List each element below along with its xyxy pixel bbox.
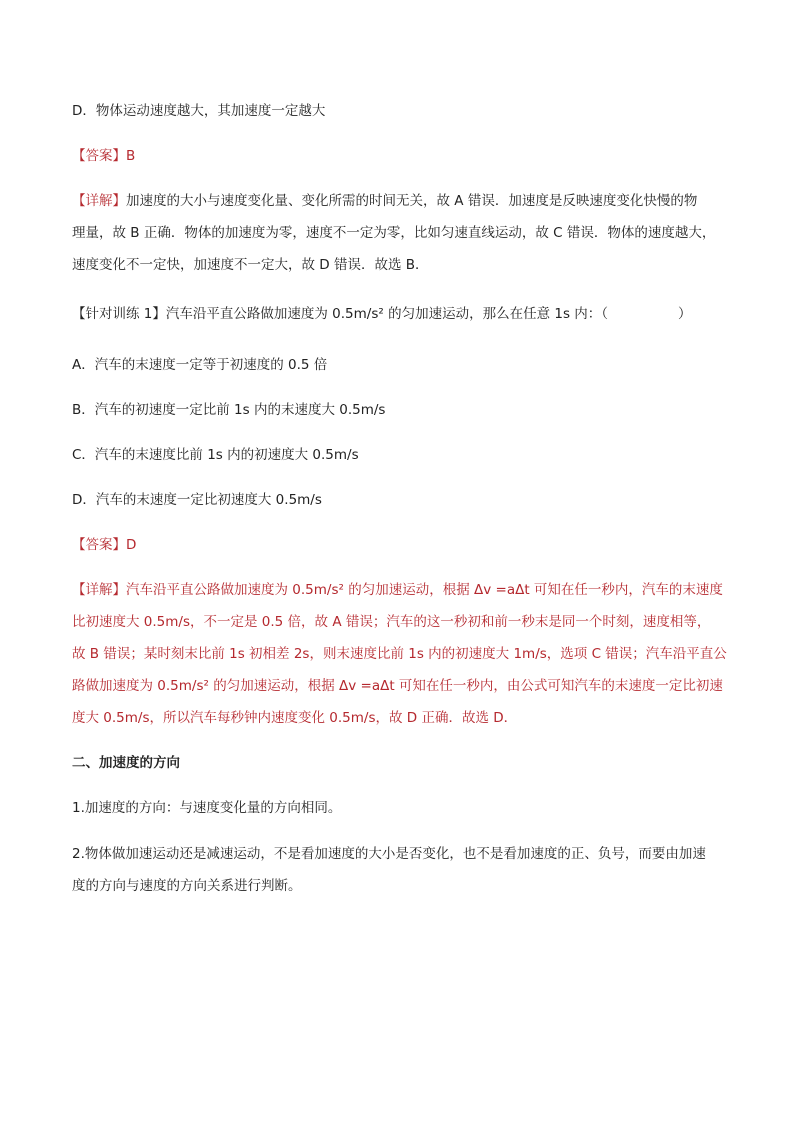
training-answer: [72, 535, 136, 555]
answer-value: B: [126, 148, 136, 164]
training-question: [72, 304, 692, 324]
section-point-1: 1.加速度的方向：与速度变化量的方向相同。: [72, 800, 342, 816]
explain-label: 【详解】: [72, 193, 126, 209]
option-d-prev: D．物体运动速度越大，其加速度一定越大: [72, 103, 326, 119]
explain-prev-line-1: [72, 191, 697, 211]
training-option-d: D．汽车的末速度一定比初速度大 0.5m/s: [72, 492, 322, 508]
explain-text: 加速度的大小与速度变化量、变化所需的时间无关，故 A 错误．加速度是反映速度变化快慢的物: [126, 193, 698, 209]
training-explain-line-2: 比初速度大 0.5m/s，不一定是 0.5 倍，故 A 错误；汽车的这一秒初和前一秒末是同一个时刻，速度相等，: [72, 614, 711, 630]
section-heading: 二、加速度的方向: [72, 755, 180, 771]
answer-value: D: [126, 537, 137, 553]
training-explain-line-4: 路做加速度为 0.5m/s² 的匀加速运动，根据 Δv =aΔt 可知在任一秒内，由公式可知汽车的末速度一定比初速: [72, 678, 723, 694]
section-point-2-line-2: 度的方向与速度的方向关系进行判断。: [72, 878, 302, 894]
section-point-2-line-1: 2.物体做加速运动还是减速运动，不是看加速度的大小是否变化，也不是看加速度的正、负号，而要由加速: [72, 846, 706, 862]
answer-label: 【答案】: [72, 537, 126, 553]
answer-prev: [72, 146, 135, 166]
question-close: ）: [678, 306, 692, 322]
training-explain-line-5: 度大 0.5m/s，所以汽车每秒钟内速度变化 0.5m/s，故 D 正确．故选 D．: [72, 710, 518, 726]
training-option-c: C．汽车的末速度比前 1s 内的初速度大 0.5m/s: [72, 447, 359, 463]
training-option-a: A．汽车的末速度一定等于初速度的 0.5 倍: [72, 357, 328, 373]
training-explain-line-3: 故 B 错误；某时刻末比前 1s 初相差 2s，则末速度比前 1s 内的初速度大 1m/s，选项 C 错误；汽车沿平直公: [72, 646, 727, 662]
explain-text: 汽车沿平直公路做加速度为 0.5m/s² 的匀加速运动，根据 Δv =aΔt 可知在任一秒内，汽车的末速度: [126, 582, 723, 598]
explain-label: 【详解】: [72, 582, 126, 598]
explain-prev-line-3: 速度变化不一定快，加速度不一定大，故 D 错误．故选 B．: [72, 257, 429, 273]
explain-prev-line-2: 理量，故 B 正确．物体的加速度为零，速度不一定为零，比如匀速直线运动，故 C 错误．物体的速度越大，: [72, 225, 716, 241]
answer-label: 【答案】: [72, 148, 126, 164]
training-explain-line-1: [72, 580, 723, 600]
question-text: 【针对训练 1】汽车沿平直公路做加速度为 0.5m/s² 的匀加速运动，那么在任意 1s 内：（: [72, 306, 609, 322]
training-option-b: B．汽车的初速度一定比前 1s 内的末速度大 0.5m/s: [72, 402, 386, 418]
